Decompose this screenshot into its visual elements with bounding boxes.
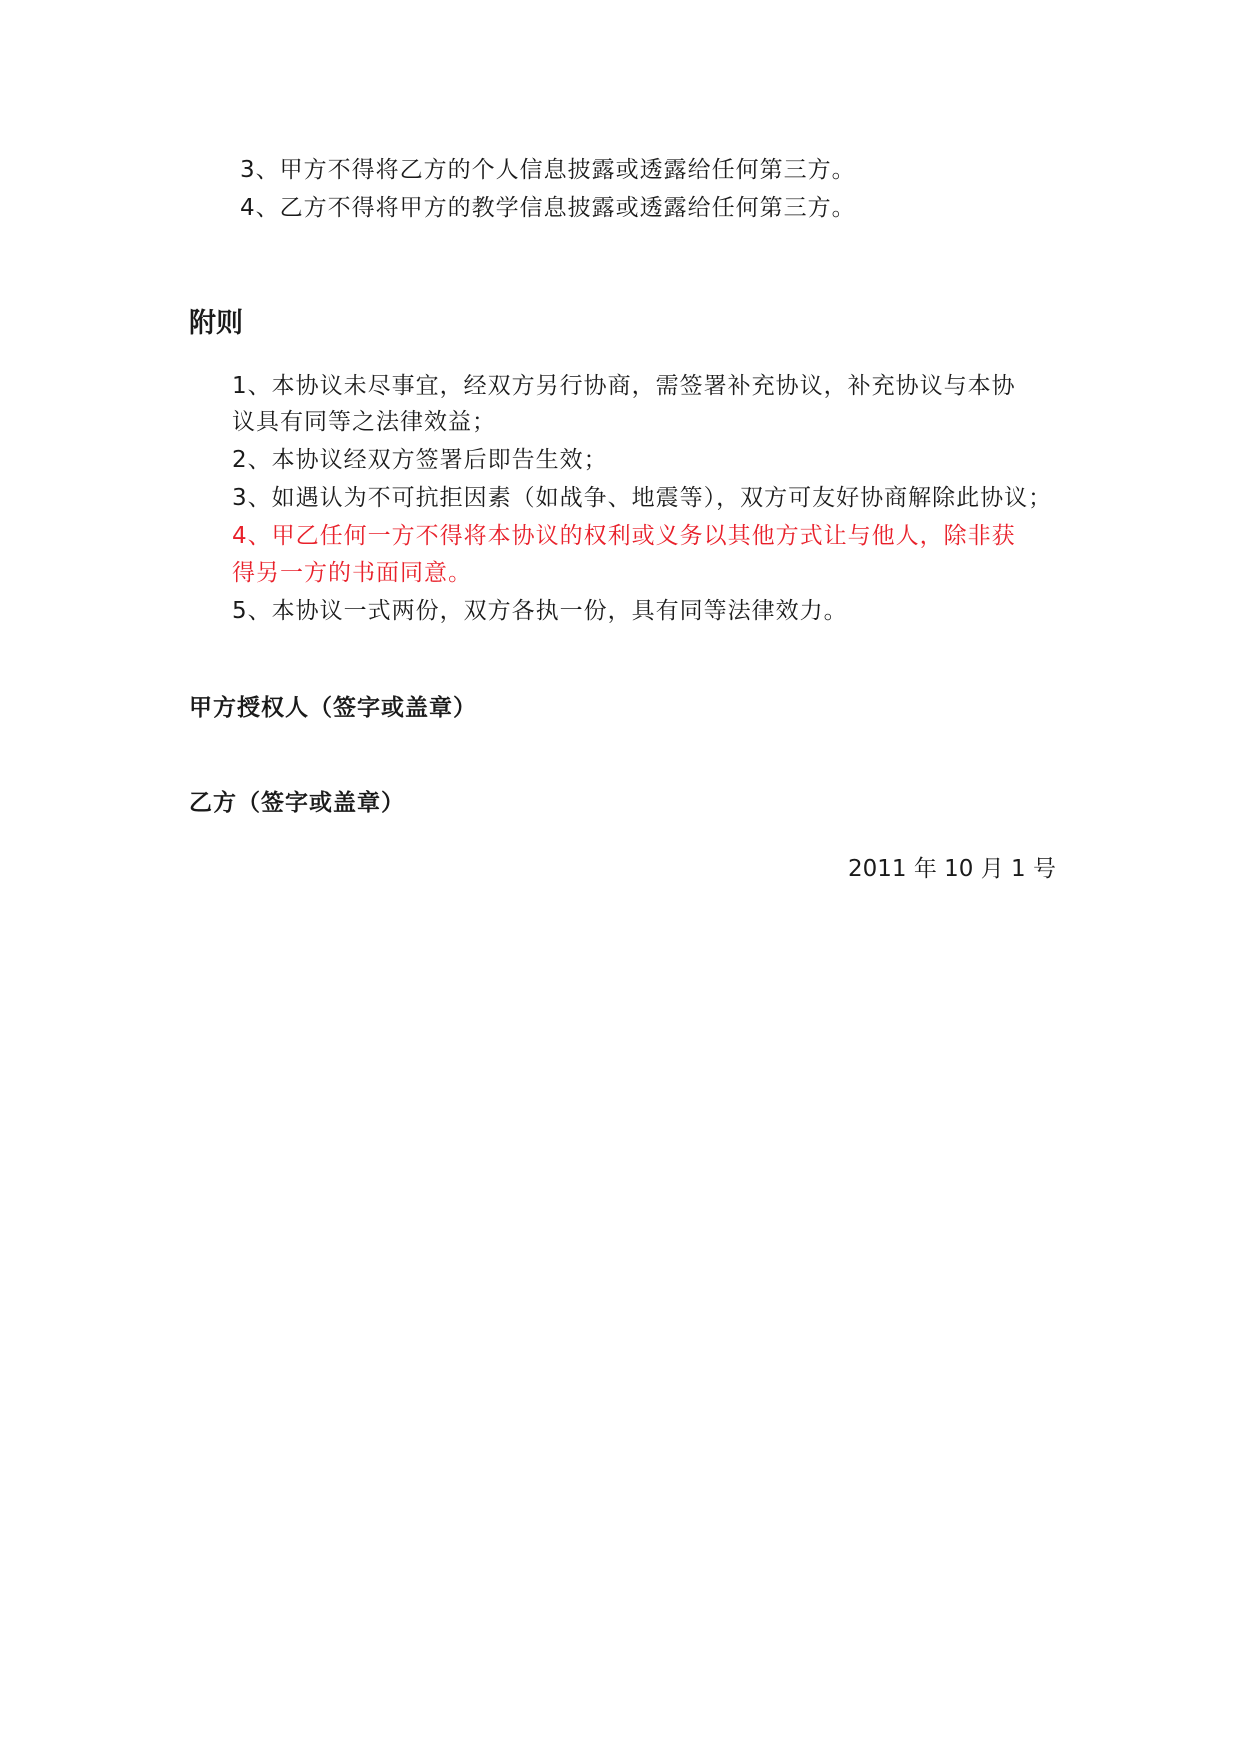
appendix-item-4-line-2: 得另一方的书面同意。 bbox=[232, 560, 472, 586]
appendix-item-3: 3、如遇认为不可抗拒因素（如战争、地震等），双方可友好协商解除此协议； bbox=[232, 485, 1053, 511]
appendix-item-4-line-1: 4、甲乙任何一方不得将本协议的权利或义务以其他方式让与他人，除非获 bbox=[232, 523, 1016, 549]
agreement-date: 2011 年 10 月 1 号 bbox=[848, 856, 1056, 882]
confidentiality-item-4: 4、乙方不得将甲方的教学信息披露或透露给任何第三方。 bbox=[240, 195, 856, 221]
party-a-signature-label: 甲方授权人（签字或盖章） bbox=[189, 695, 477, 721]
appendix-item-1-line-2: 议具有同等之法律效益； bbox=[232, 409, 496, 435]
appendix-item-2: 2、本协议经双方签署后即告生效； bbox=[232, 447, 608, 473]
appendix-heading: 附则 bbox=[189, 308, 243, 339]
appendix-item-5: 5、本协议一式两份，双方各执一份，具有同等法律效力。 bbox=[232, 598, 848, 624]
appendix-item-1-line-1: 1、本协议未尽事宜，经双方另行协商，需签署补充协议，补充协议与本协 bbox=[232, 373, 1016, 399]
confidentiality-item-3: 3、甲方不得将乙方的个人信息披露或透露给任何第三方。 bbox=[240, 157, 856, 183]
party-b-signature-label: 乙方（签字或盖章） bbox=[189, 790, 405, 816]
